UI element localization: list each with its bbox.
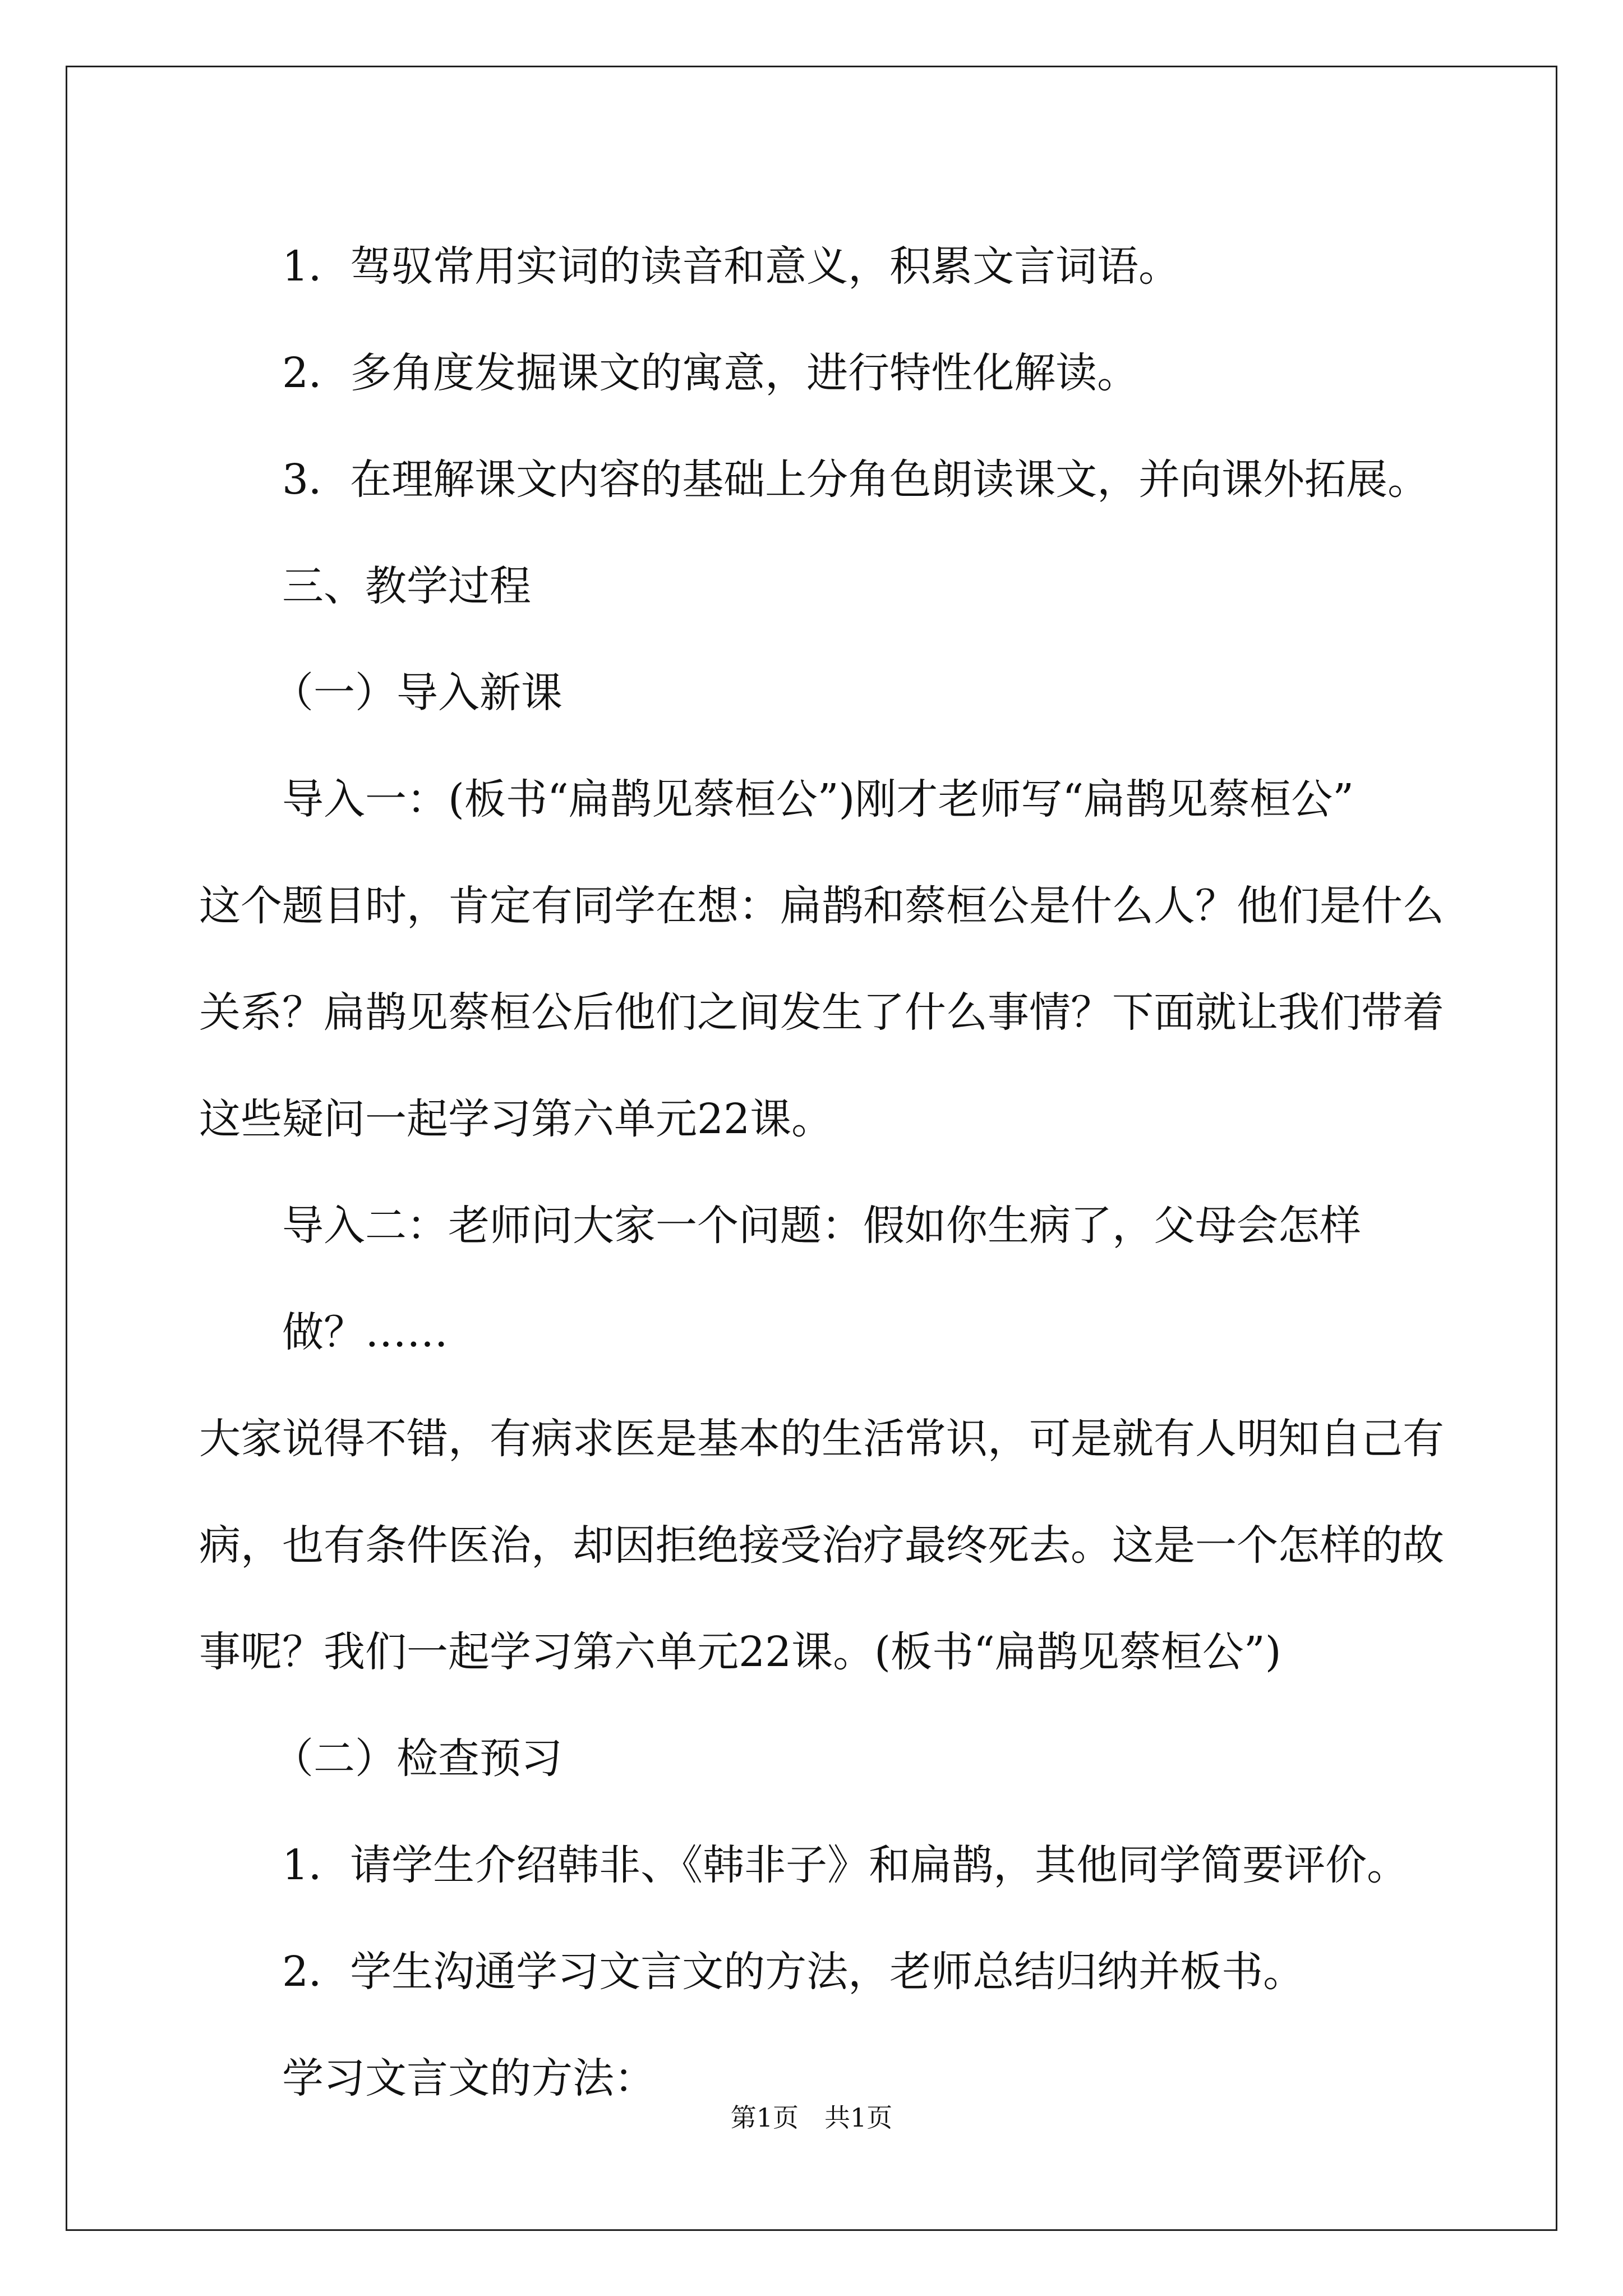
objective-item-2: 2．多角度发掘课文的寓意，进行特性化解读。	[282, 349, 1139, 397]
page-footer: 第1页 共1页	[730, 2102, 893, 2133]
paragraph-line: 这些疑问一起学习第六单元22课。	[199, 1095, 833, 1143]
paragraph-line: 关系？扁鹊见蔡桓公后他们之间发生了什么事情？下面就让我们带着	[199, 988, 1444, 1037]
paragraph-line: 大家说得不错，有病求医是基本的生活常识，可是就有人明知自己有	[199, 1415, 1444, 1463]
objective-item-3: 3．在理解课文内容的基础上分角色朗读课文，并向课外拓展。	[282, 455, 1430, 504]
paragraph-line: 这个题目时，肯定有同学在想：扁鹊和蔡桓公是什么人？他们是什么	[199, 882, 1444, 930]
section-heading-teaching-process: 三、教学过程	[282, 562, 531, 610]
paragraph-intro-one	[199, 746, 1461, 1172]
paragraph-line: 导入二：老师问大家一个问题：假如你生病了，父母会怎样做？……	[282, 1202, 1361, 1356]
document-body	[199, 213, 1461, 2132]
check-item-2: 2．学生沟通学习文言文的方法，老师总结归纳并板书。	[282, 1948, 1305, 1996]
paragraph-line: 事呢？我们一起学习第六单元22课。(板书“扁鹊见蔡桓公”)	[199, 1628, 1281, 1676]
paragraph-intro-two	[199, 1172, 1461, 1705]
paragraph-line: 导入一：(板书“扁鹊见蔡桓公”)刚才老师写“扁鹊见蔡桓公”	[282, 775, 1354, 823]
subsection-heading-check-preview: （二）检查预习	[272, 1734, 562, 1783]
subsection-heading-introduction: （一）导入新课	[272, 669, 562, 717]
objective-item-1: 1．驾驭常用实词的读音和意义，积累文言词语。	[282, 242, 1181, 291]
method-heading: 学习文言文的方法：	[282, 2054, 656, 2102]
paragraph-line: 病，也有条件医治，却因拒绝接受治疗最终死去。这是一个怎样的故	[199, 1521, 1444, 1570]
check-item-1: 1．请学生介绍韩非、《韩非子》和扁鹊，其他同学简要评价。	[282, 1841, 1409, 1889]
